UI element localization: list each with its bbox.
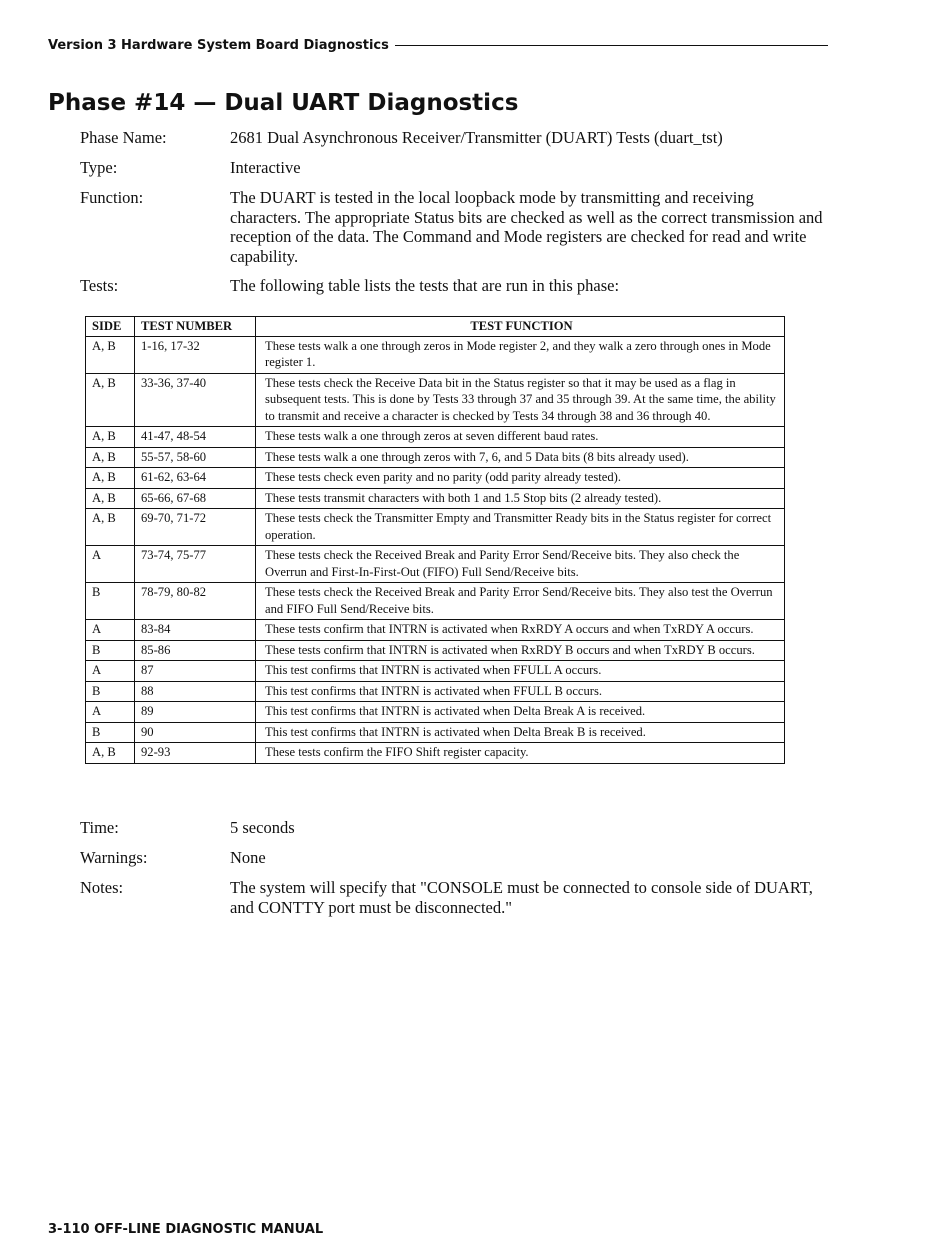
field-notes — [80, 878, 825, 917]
table-row — [86, 661, 785, 682]
notes-value: The system will specify that "CONSOLE must be connected to console side of DUART, and CONTTY port must be disconnected." — [230, 878, 813, 917]
cell-test-function: This test confirms that INTRN is activated when FFULL A occurs. — [256, 661, 785, 682]
cell-test-function: These tests walk a one through zeros with 7, 6, and 5 Data bits (8 bits already used). — [256, 447, 785, 468]
table-row — [86, 640, 785, 661]
tests-value: The following table lists the tests that are run in this phase: — [230, 276, 620, 295]
cell-side: A, B — [86, 447, 135, 468]
phase-name-label: Phase Name: — [80, 128, 167, 147]
cell-test-number: 88 — [135, 681, 256, 702]
cell-test-function: These tests transmit characters with both 1 and 1.5 Stop bits (2 already tested). — [256, 488, 785, 509]
cell-side: A, B — [86, 373, 135, 427]
table-row — [86, 681, 785, 702]
function-value: The DUART is tested in the local loopback mode by transmitting and receiving characters. The appropriate Status bits are checked as well as the correct transmission and reception of the data. The Command and Mode registers are checked for read and write capability. — [230, 188, 823, 266]
table-row — [86, 509, 785, 546]
type-value: Interactive — [230, 158, 301, 177]
table-row — [86, 743, 785, 764]
header-test-function: TEST FUNCTION — [256, 317, 785, 337]
field-function — [80, 188, 825, 266]
cell-test-function: These tests confirm the FIFO Shift register capacity. — [256, 743, 785, 764]
cell-test-number: 92-93 — [135, 743, 256, 764]
table-row — [86, 468, 785, 489]
cell-side: B — [86, 722, 135, 743]
cell-test-function: This test confirms that INTRN is activated when Delta Break A is received. — [256, 702, 785, 723]
cell-side: A, B — [86, 468, 135, 489]
field-time — [80, 818, 825, 838]
header-side: SIDE — [86, 317, 135, 337]
running-header-title: Version 3 Hardware System Board Diagnostics — [48, 38, 389, 53]
cell-test-function: These tests confirm that INTRN is activated when RxRDY B occurs and when TxRDY B occurs. — [256, 640, 785, 661]
field-type — [80, 158, 825, 178]
page-footer: 3-110 OFF-LINE DIAGNOSTIC MANUAL — [48, 1222, 324, 1237]
phase-name-value: 2681 Dual Asynchronous Receiver/Transmitter (DUART) Tests (duart_tst) — [230, 128, 723, 147]
cell-test-number: 1-16, 17-32 — [135, 336, 256, 373]
cell-side: A, B — [86, 509, 135, 546]
tests-table — [85, 316, 785, 764]
table-row — [86, 336, 785, 373]
cell-side: B — [86, 640, 135, 661]
cell-test-function: This test confirms that INTRN is activated when FFULL B occurs. — [256, 681, 785, 702]
time-value: 5 seconds — [230, 818, 295, 837]
cell-test-number: 78-79, 80-82 — [135, 583, 256, 620]
field-phase-name — [80, 128, 825, 148]
cell-side: A, B — [86, 488, 135, 509]
cell-side: A, B — [86, 427, 135, 448]
cell-test-function: These tests check the Received Break and Parity Error Send/Receive bits. They also check the Overrun and First-In-First-Out (FIFO) Full Send/Receive bits. — [256, 546, 785, 583]
cell-test-number: 87 — [135, 661, 256, 682]
cell-test-function: These tests check the Receive Data bit in the Status register so that it may be used as a flag in subsequent tests. This is done by Tests 33 through 37 and 35 through 39. At the same time, the ability to transmit and receive a character is checked by Tests 34 through 38 and 36 through 40. — [256, 373, 785, 427]
running-header — [48, 38, 828, 53]
cell-test-function: These tests check the Received Break and Parity Error Send/Receive bits. They also test the Overrun and FIFO Full Send/Receive bits. — [256, 583, 785, 620]
cell-test-number: 89 — [135, 702, 256, 723]
cell-test-number: 61-62, 63-64 — [135, 468, 256, 489]
time-label: Time: — [80, 818, 119, 837]
field-tests — [80, 276, 825, 296]
cell-test-number: 55-57, 58-60 — [135, 447, 256, 468]
table-row — [86, 722, 785, 743]
table-row — [86, 427, 785, 448]
cell-test-function: These tests check even parity and no parity (odd parity already tested). — [256, 468, 785, 489]
type-label: Type: — [80, 158, 118, 177]
cell-side: A, B — [86, 336, 135, 373]
cell-test-function: These tests check the Transmitter Empty and Transmitter Ready bits in the Status register for correct operation. — [256, 509, 785, 546]
tests-label: Tests: — [80, 276, 119, 295]
table-row — [86, 702, 785, 723]
cell-test-number: 33-36, 37-40 — [135, 373, 256, 427]
cell-test-function: This test confirms that INTRN is activated when Delta Break B is received. — [256, 722, 785, 743]
field-warnings — [80, 848, 825, 868]
cell-test-number: 41-47, 48-54 — [135, 427, 256, 448]
function-label: Function: — [80, 188, 144, 207]
header-test-number: TEST NUMBER — [135, 317, 256, 337]
table-row — [86, 373, 785, 427]
cell-side: B — [86, 583, 135, 620]
table-row — [86, 447, 785, 468]
cell-test-function: These tests confirm that INTRN is activated when RxRDY A occurs and when TxRDY A occurs. — [256, 620, 785, 641]
cell-test-number: 73-74, 75-77 — [135, 546, 256, 583]
table-row — [86, 583, 785, 620]
table-row — [86, 488, 785, 509]
cell-test-number: 90 — [135, 722, 256, 743]
page-title: Phase #14 — Dual UART Diagnostics — [48, 90, 519, 116]
cell-test-number: 65-66, 67-68 — [135, 488, 256, 509]
cell-side: A, B — [86, 743, 135, 764]
cell-side: B — [86, 681, 135, 702]
cell-test-number: 69-70, 71-72 — [135, 509, 256, 546]
cell-side: A — [86, 620, 135, 641]
header-rule — [395, 45, 828, 46]
warnings-value: None — [230, 848, 266, 867]
cell-test-number: 85-86 — [135, 640, 256, 661]
cell-test-number: 83-84 — [135, 620, 256, 641]
table-row — [86, 620, 785, 641]
cell-side: A — [86, 546, 135, 583]
cell-test-function: These tests walk a one through zeros in Mode register 2, and they walk a zero through ones in Mode register 1. — [256, 336, 785, 373]
table-header-row — [86, 317, 785, 337]
cell-side: A — [86, 702, 135, 723]
warnings-label: Warnings: — [80, 848, 148, 867]
cell-test-function: These tests walk a one through zeros at seven different baud rates. — [256, 427, 785, 448]
cell-side: A — [86, 661, 135, 682]
notes-label: Notes: — [80, 878, 124, 897]
table-row — [86, 546, 785, 583]
